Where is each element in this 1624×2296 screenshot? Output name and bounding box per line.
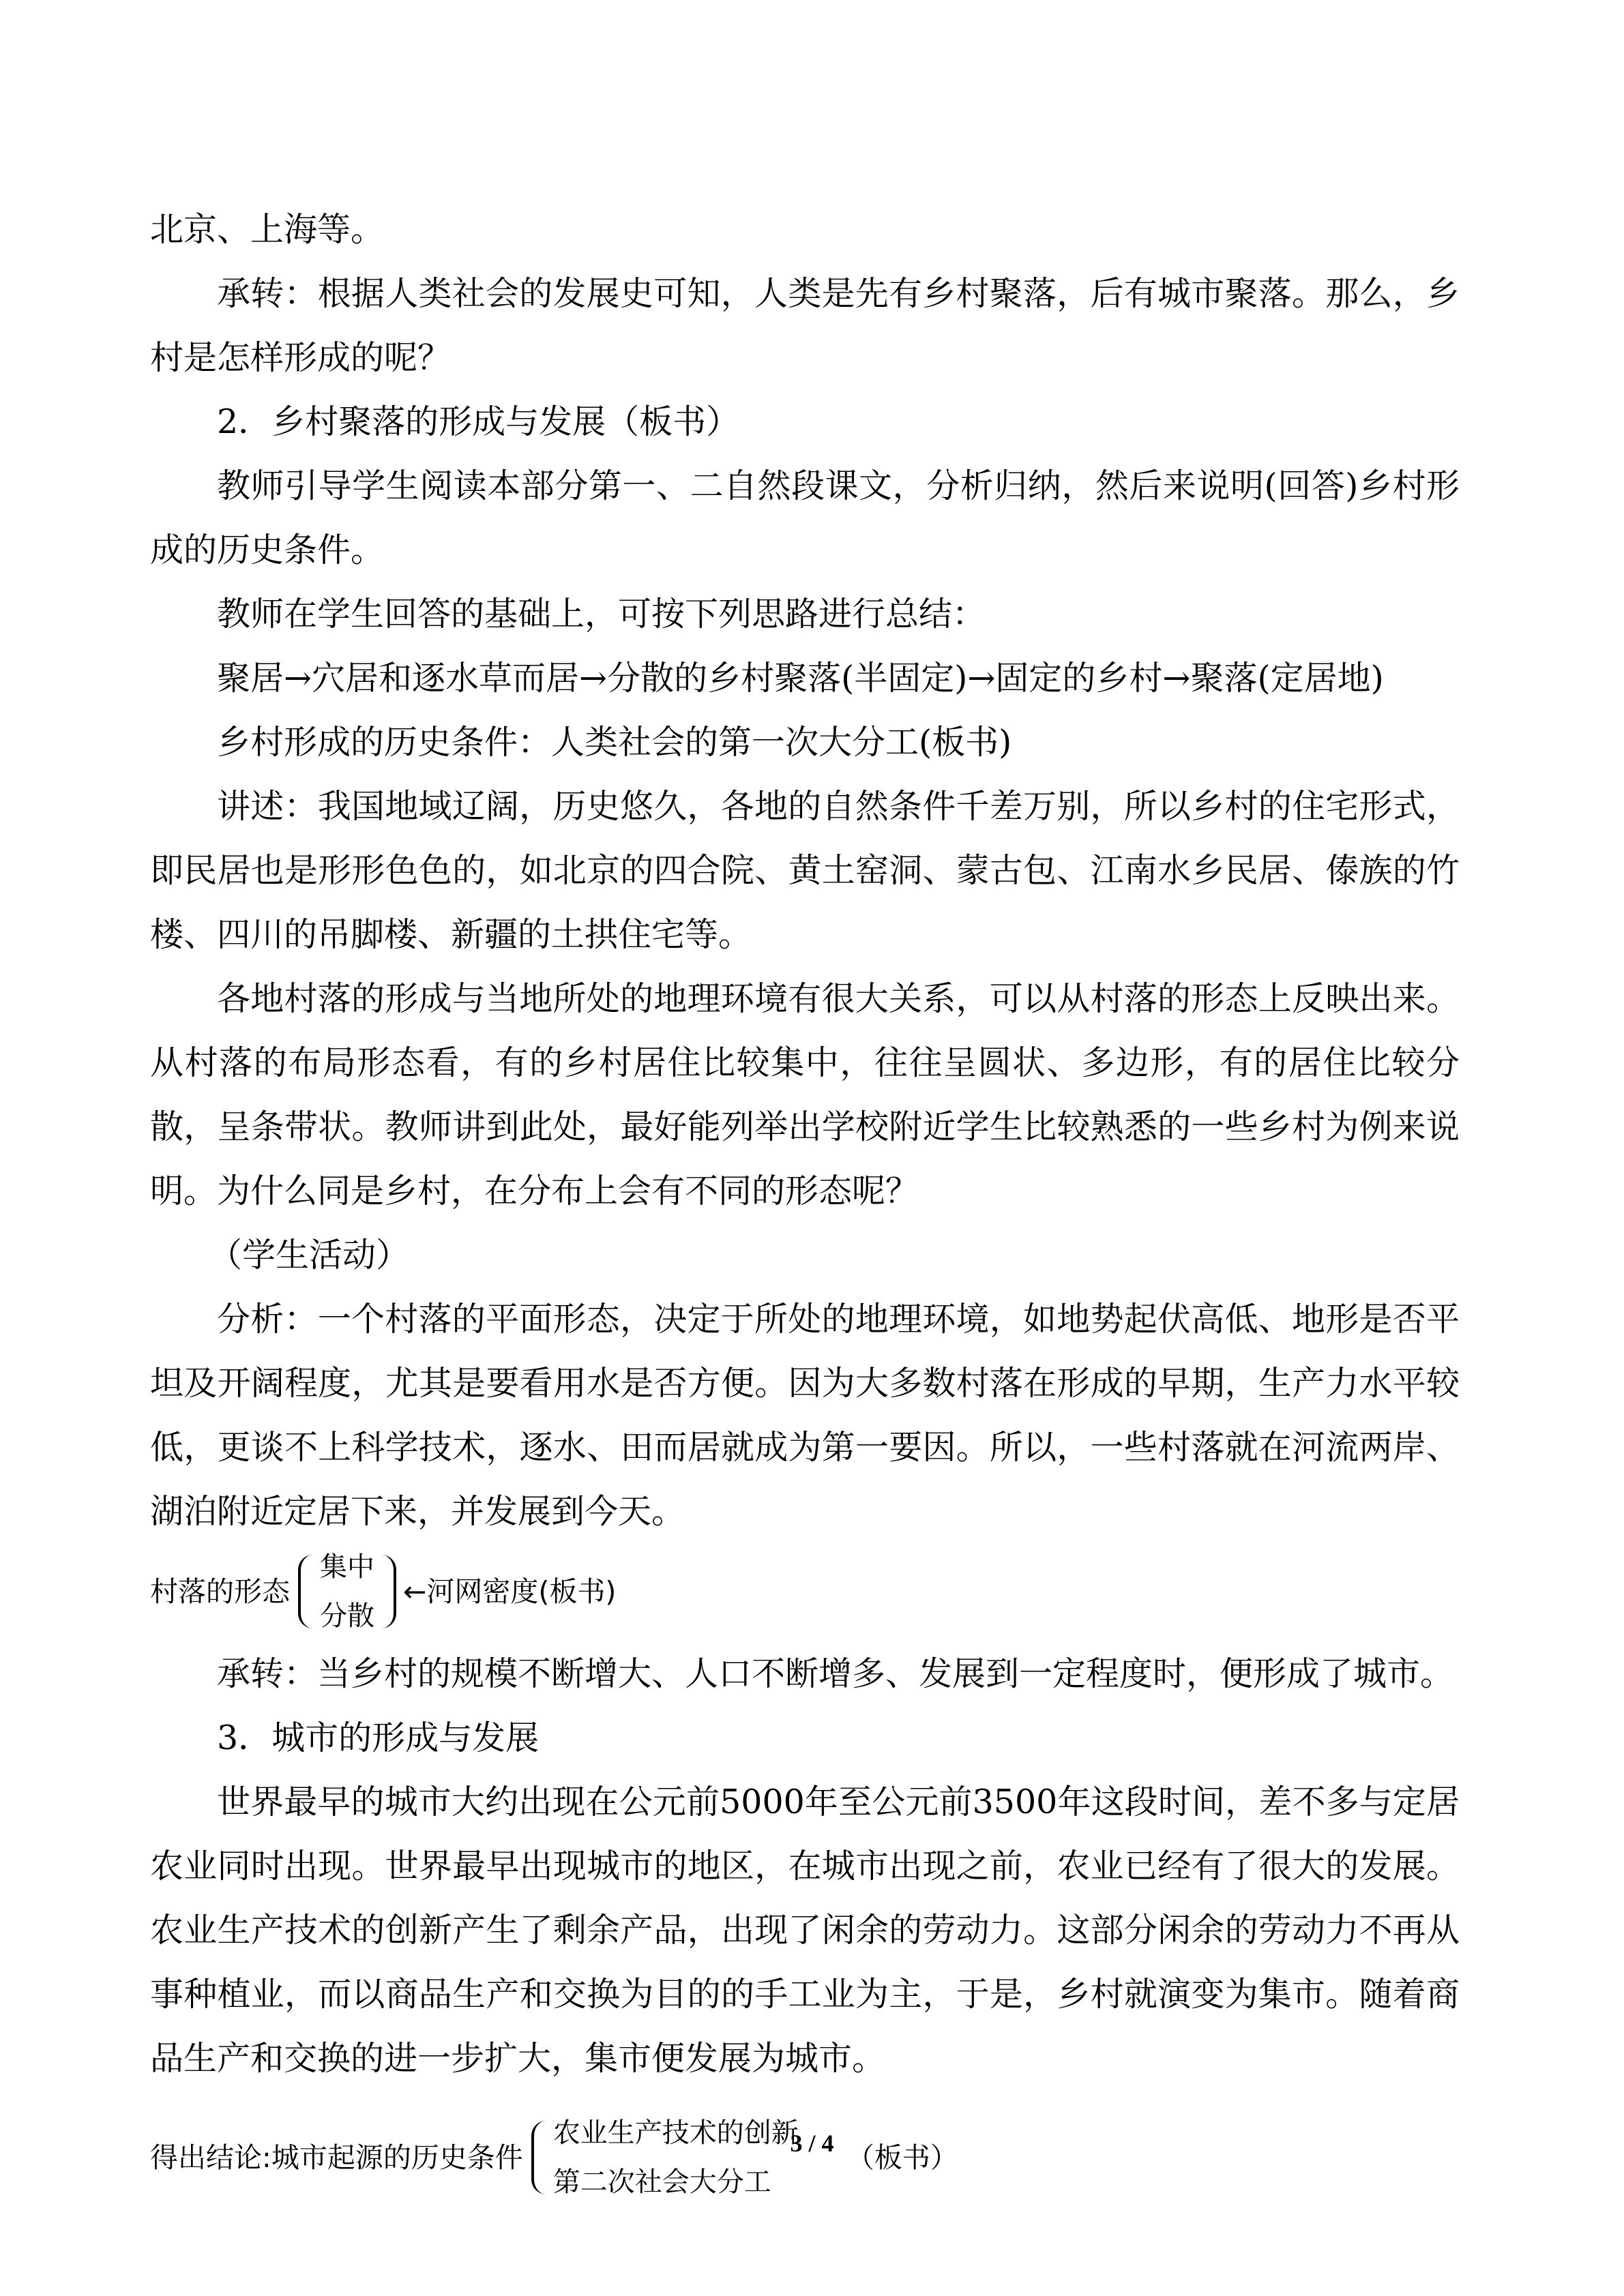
activity-note: （学生活动） bbox=[209, 1236, 410, 1274]
paragraph: 分析：一个村落的平面形态，决定于所处的地理环境，如地势起伏高低、地形是否平坦及开阔程度，尤其是要看用水是否方便。因为大多数村落在形成的早期，生产力水平较低，更谈不上科学技术，逐水、田而居就成为第一要因。所以，一些村落就在河流两岸、湖泊附近定居下来，并发展到今天。 bbox=[150, 1300, 1460, 1531]
document-body bbox=[150, 198, 1460, 2215]
paragraph: 北京、上海等。 bbox=[150, 210, 385, 249]
paragraph-group-b bbox=[150, 1642, 1460, 2091]
paragraph: 教师引导学生阅读本部分第一、二自然段课文，分析归纳，然后来说明(回答)乡村形成的历史条件。 bbox=[150, 466, 1460, 569]
paragraph: 世界最早的城市大约出现在公元前5000年至公元前3500年这段时间，差不多与定居农业同时出现。世界最早出现城市的地区，在城市出现之前，农业已经有了很大的发展。农业生产技术的创新产生了剩余产品，出现了闲余的劳动力。这部分闲余的劳动力不再从事种植业，而以商品生产和交换为目的的手工业为主，于是，乡村就演变为集市。随着商品生产和交换的进一步扩大，集市便发展为城市。 bbox=[150, 1783, 1460, 2078]
paragraph: 承转：根据人类社会的发展史可知，人类是先有乡村聚落，后有城市聚落。那么，乡村是怎样形成的呢？ bbox=[150, 274, 1460, 377]
board-note-tail: （板书） bbox=[846, 2141, 958, 2174]
board-note-tail: ←河网密度(板书) bbox=[403, 1575, 617, 1608]
board-note-items bbox=[553, 2114, 799, 2201]
page-number: 3 / 4 bbox=[790, 2130, 834, 2157]
board-note-lead: 村落的形态 bbox=[150, 1575, 290, 1608]
board-note-city-origin bbox=[150, 2103, 1460, 2212]
board-note-lead: 得出结论:城市起源的历史条件 bbox=[150, 2141, 523, 2174]
paragraph-group-a bbox=[150, 198, 1460, 1544]
section-heading: 3．城市的形成与发展 bbox=[217, 1718, 540, 1757]
board-note-village-form bbox=[150, 1544, 1460, 1639]
board-note-item: 集中 bbox=[320, 1551, 374, 1583]
paragraph: 乡村形成的历史条件：人类社会的第一次大分工(板书) bbox=[217, 723, 1012, 762]
paragraph: 各地村落的形成与当地所处的地理环境有很大关系，可以从村落的形态上反映出来。从村落的布局形态看，有的乡村居住比较集中，往往呈圆状、多边形，有的居住比较分散，呈条带状。教师讲到此处，最好能列举出学校附近学生比较熟悉的一些乡村为例来说明。为什么同是乡村，在分布上会有不同的形态呢？ bbox=[150, 979, 1460, 1210]
left-brace bbox=[298, 1555, 316, 1628]
right-brace bbox=[379, 1555, 396, 1628]
board-note-items bbox=[320, 1548, 374, 1635]
section-heading: 2．乡村聚落的形成与发展（板书） bbox=[217, 402, 740, 441]
flow-line: 聚居→穴居和逐水草而居→分散的乡村聚落(半固定)→固定的乡村→聚落(定居地) bbox=[217, 659, 1384, 698]
board-note-item: 第二次社会大分工 bbox=[552, 2166, 771, 2198]
board-note-item: 农业生产技术的创新 bbox=[552, 2117, 799, 2149]
paragraph: 讲述：我国地域辽阔，历史悠久，各地的自然条件千差万别，所以乡村的住宅形式，即民居也是形形色色的，如北京的四合院、黄土窑洞、蒙古包、江南水乡民居、傣族的竹楼、四川的吊脚楼、新疆的土拱住宅等。 bbox=[150, 787, 1460, 954]
paragraph: 承转：当乡村的规模不断增大、人口不断增多、发展到一定程度时，便形成了城市。 bbox=[217, 1654, 1454, 1693]
board-note-item: 分散 bbox=[320, 1600, 374, 1632]
paragraph: 教师在学生回答的基础上，可按下列思路进行总结： bbox=[217, 595, 986, 633]
